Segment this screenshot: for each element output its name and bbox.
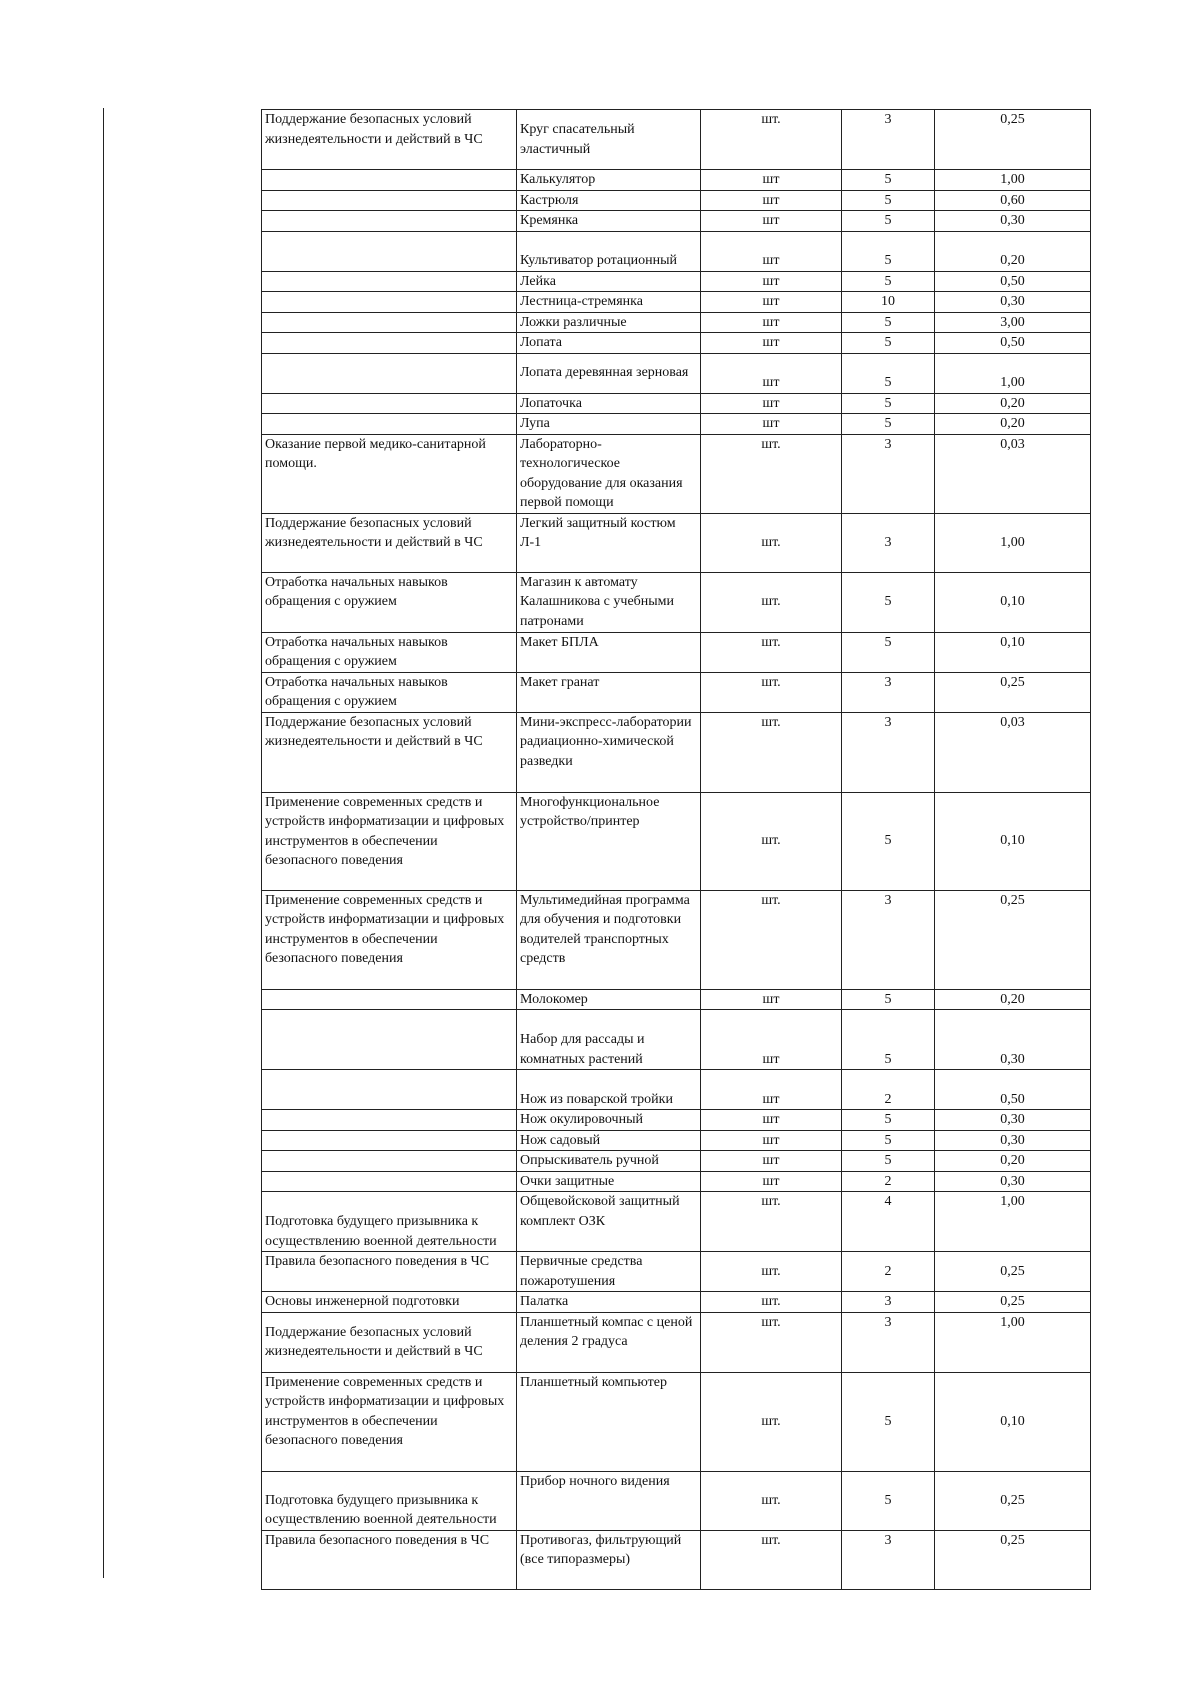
table-row: [262, 1252, 1091, 1292]
section-cell: [262, 989, 517, 1010]
unit-cell: шт.: [701, 672, 842, 712]
unit-cell: шт.: [701, 632, 842, 672]
item-name-cell: Лестница-стремянка: [517, 292, 701, 313]
item-name-cell: Очки защитные: [517, 1171, 701, 1192]
unit-cell: шт: [701, 1070, 842, 1110]
item-name-cell: Нож из поварской тройки: [517, 1070, 701, 1110]
table-row: [262, 414, 1091, 435]
table-row: [262, 1312, 1091, 1372]
quantity-cell: 3: [842, 1530, 935, 1589]
item-name-cell: Лабораторно-технологическое оборудование для оказания первой помощи: [517, 434, 701, 513]
item-name-cell: Нож окулировочный: [517, 1110, 701, 1131]
unit-cell: шт.: [701, 1372, 842, 1471]
quantity-cell: 5: [842, 231, 935, 271]
table-row: [262, 434, 1091, 513]
section-cell: Оказание первой медико-санитарной помощи.: [262, 434, 517, 513]
section-cell: [262, 1110, 517, 1131]
item-name-cell: Культиватор ротационный: [517, 231, 701, 271]
item-name-cell: Противогаз, фильтрующий (все типоразмеры): [517, 1530, 701, 1589]
rate-cell: 0,10: [935, 632, 1091, 672]
quantity-cell: 3: [842, 712, 935, 792]
quantity-cell: 5: [842, 1471, 935, 1530]
quantity-cell: 5: [842, 1151, 935, 1172]
table-row: [262, 1070, 1091, 1110]
item-name-cell: Кастрюля: [517, 190, 701, 211]
quantity-cell: 2: [842, 1171, 935, 1192]
equipment-table: [261, 109, 1091, 1590]
section-cell: Подготовка будущего призывника к осуществлению военной деятельности: [262, 1192, 517, 1252]
rate-cell: 0,20: [935, 989, 1091, 1010]
rate-cell: 0,30: [935, 292, 1091, 313]
table-row: [262, 792, 1091, 890]
rate-cell: 0,20: [935, 393, 1091, 414]
item-name-cell: Лопаточка: [517, 393, 701, 414]
section-cell: Поддержание безопасных условий жизнедеятельности и действий в ЧС: [262, 712, 517, 792]
item-name-cell: Легкий защитный костюм Л-1: [517, 513, 701, 572]
item-name-cell: Многофункциональное устройство/принтер: [517, 792, 701, 890]
unit-cell: шт: [701, 271, 842, 292]
item-name-cell: Макет гранат: [517, 672, 701, 712]
table-row: [262, 890, 1091, 989]
table-row: [262, 572, 1091, 632]
rate-cell: 0,25: [935, 1252, 1091, 1292]
unit-cell: шт.: [701, 513, 842, 572]
rate-cell: 3,00: [935, 312, 1091, 333]
quantity-cell: 3: [842, 890, 935, 989]
table-row: [262, 1171, 1091, 1192]
table-row: [262, 672, 1091, 712]
rate-cell: 0,10: [935, 792, 1091, 890]
quantity-cell: 4: [842, 1192, 935, 1252]
unit-cell: шт: [701, 231, 842, 271]
item-name-cell: Общевойсковой защитный комплект ОЗК: [517, 1192, 701, 1252]
section-cell: Отработка начальных навыков обращения с оружием: [262, 632, 517, 672]
quantity-cell: 2: [842, 1252, 935, 1292]
unit-cell: шт.: [701, 1292, 842, 1313]
unit-cell: шт: [701, 170, 842, 191]
unit-cell: шт.: [701, 712, 842, 792]
rate-cell: 0,25: [935, 110, 1091, 170]
rate-cell: 0,60: [935, 190, 1091, 211]
quantity-cell: 5: [842, 211, 935, 232]
table-row: [262, 1530, 1091, 1589]
rate-cell: 0,03: [935, 712, 1091, 792]
rate-cell: 0,25: [935, 890, 1091, 989]
item-name-cell: Планшетный компас с ценой деления 2 градуса: [517, 1312, 701, 1372]
table-row: [262, 170, 1091, 191]
table-row: [262, 513, 1091, 572]
item-name-cell: Молокомер: [517, 989, 701, 1010]
rate-cell: 0,50: [935, 271, 1091, 292]
table-row: [262, 271, 1091, 292]
rate-cell: 1,00: [935, 170, 1091, 191]
section-cell: Поддержание безопасных условий жизнедеятельности и действий в ЧС: [262, 513, 517, 572]
section-cell: Подготовка будущего призывника к осуществлению военной деятельности: [262, 1471, 517, 1530]
item-name-cell: Нож садовый: [517, 1130, 701, 1151]
item-name-cell: Палатка: [517, 1292, 701, 1313]
table-row: [262, 1292, 1091, 1313]
rate-cell: 0,25: [935, 672, 1091, 712]
item-name-cell: Лейка: [517, 271, 701, 292]
quantity-cell: 5: [842, 1110, 935, 1131]
unit-cell: шт.: [701, 890, 842, 989]
section-cell: [262, 312, 517, 333]
quantity-cell: 5: [842, 353, 935, 393]
rate-cell: 0,30: [935, 1130, 1091, 1151]
page-margin-line: [103, 108, 104, 1578]
table-row: [262, 712, 1091, 792]
item-name-cell: Макет БПЛА: [517, 632, 701, 672]
table-row: [262, 1192, 1091, 1252]
table-row: [262, 292, 1091, 313]
rate-cell: 0,03: [935, 434, 1091, 513]
rate-cell: 0,30: [935, 1110, 1091, 1131]
rate-cell: 0,10: [935, 1372, 1091, 1471]
item-name-cell: Планшетный компьютер: [517, 1372, 701, 1471]
table-row: [262, 312, 1091, 333]
quantity-cell: 5: [842, 190, 935, 211]
table-row: [262, 211, 1091, 232]
section-cell: [262, 292, 517, 313]
table-row: [262, 632, 1091, 672]
unit-cell: шт.: [701, 792, 842, 890]
section-cell: Правила безопасного поведения в ЧС: [262, 1530, 517, 1589]
unit-cell: шт: [701, 211, 842, 232]
table-row: [262, 1130, 1091, 1151]
item-name-cell: Лопата: [517, 333, 701, 354]
rate-cell: 0,30: [935, 211, 1091, 232]
rate-cell: 0,10: [935, 572, 1091, 632]
quantity-cell: 5: [842, 333, 935, 354]
section-cell: Правила безопасного поведения в ЧС: [262, 1252, 517, 1292]
quantity-cell: 5: [842, 1010, 935, 1070]
quantity-cell: 3: [842, 434, 935, 513]
section-cell: Отработка начальных навыков обращения с оружием: [262, 572, 517, 632]
section-cell: [262, 353, 517, 393]
table-row: [262, 1372, 1091, 1471]
quantity-cell: 5: [842, 312, 935, 333]
section-cell: Применение современных средств и устройств информатизации и цифровых инструментов в обеспечении безопасного поведения: [262, 792, 517, 890]
quantity-cell: 3: [842, 672, 935, 712]
quantity-cell: 5: [842, 1372, 935, 1471]
rate-cell: 0,25: [935, 1292, 1091, 1313]
unit-cell: шт: [701, 312, 842, 333]
table-row: [262, 1010, 1091, 1070]
item-name-cell: Мини-экспресс-лаборатории радиационно-химической разведки: [517, 712, 701, 792]
quantity-cell: 5: [842, 989, 935, 1010]
quantity-cell: 5: [842, 414, 935, 435]
unit-cell: шт: [701, 190, 842, 211]
item-name-cell: Ложки различные: [517, 312, 701, 333]
item-name-cell: Первичные средства пожаротушения: [517, 1252, 701, 1292]
quantity-cell: 10: [842, 292, 935, 313]
rate-cell: 1,00: [935, 1192, 1091, 1252]
item-name-cell: Прибор ночного видения: [517, 1471, 701, 1530]
table-row: [262, 110, 1091, 170]
table-row: [262, 989, 1091, 1010]
table-row: [262, 1471, 1091, 1530]
quantity-cell: 5: [842, 170, 935, 191]
item-name-cell: Круг спасательный эластичный: [517, 110, 701, 170]
rate-cell: 1,00: [935, 513, 1091, 572]
equipment-table-body: [262, 110, 1091, 1590]
unit-cell: шт.: [701, 434, 842, 513]
rate-cell: 0,30: [935, 1171, 1091, 1192]
unit-cell: шт: [701, 393, 842, 414]
rate-cell: 1,00: [935, 353, 1091, 393]
section-cell: Поддержание безопасных условий жизнедеятельности и действий в ЧС: [262, 110, 517, 170]
section-cell: [262, 211, 517, 232]
item-name-cell: Лопата деревянная зерновая: [517, 353, 701, 393]
rate-cell: 0,50: [935, 1070, 1091, 1110]
quantity-cell: 3: [842, 110, 935, 170]
unit-cell: шт: [701, 989, 842, 1010]
section-cell: Отработка начальных навыков обращения с оружием: [262, 672, 517, 712]
rate-cell: 0,25: [935, 1530, 1091, 1589]
rate-cell: 0,50: [935, 333, 1091, 354]
unit-cell: шт: [701, 1010, 842, 1070]
section-cell: [262, 231, 517, 271]
section-cell: [262, 1130, 517, 1151]
section-cell: Поддержание безопасных условий жизнедеятельности и действий в ЧС: [262, 1312, 517, 1372]
section-cell: [262, 333, 517, 354]
quantity-cell: 5: [842, 393, 935, 414]
section-cell: [262, 1171, 517, 1192]
rate-cell: 0,20: [935, 231, 1091, 271]
unit-cell: шт.: [701, 1471, 842, 1530]
item-name-cell: Лупа: [517, 414, 701, 435]
unit-cell: шт: [701, 1151, 842, 1172]
section-cell: Основы инженерной подготовки: [262, 1292, 517, 1313]
quantity-cell: 3: [842, 1292, 935, 1313]
quantity-cell: 5: [842, 632, 935, 672]
unit-cell: шт: [701, 333, 842, 354]
item-name-cell: Опрыскиватель ручной: [517, 1151, 701, 1172]
rate-cell: 1,00: [935, 1312, 1091, 1372]
unit-cell: шт.: [701, 1252, 842, 1292]
unit-cell: шт.: [701, 572, 842, 632]
table-row: [262, 231, 1091, 271]
unit-cell: шт.: [701, 1192, 842, 1252]
unit-cell: шт.: [701, 1530, 842, 1589]
section-cell: [262, 190, 517, 211]
table-row: [262, 353, 1091, 393]
table-row: [262, 333, 1091, 354]
unit-cell: шт.: [701, 1312, 842, 1372]
section-cell: [262, 414, 517, 435]
unit-cell: шт: [701, 1110, 842, 1131]
item-name-cell: Кремянка: [517, 211, 701, 232]
quantity-cell: 3: [842, 513, 935, 572]
unit-cell: шт: [701, 414, 842, 435]
unit-cell: шт.: [701, 110, 842, 170]
rate-cell: 0,25: [935, 1471, 1091, 1530]
section-cell: [262, 271, 517, 292]
table-row: [262, 1110, 1091, 1131]
quantity-cell: 5: [842, 271, 935, 292]
section-cell: Применение современных средств и устройств информатизации и цифровых инструментов в обеспечении безопасного поведения: [262, 1372, 517, 1471]
unit-cell: шт: [701, 1171, 842, 1192]
unit-cell: шт: [701, 292, 842, 313]
section-cell: [262, 1070, 517, 1110]
quantity-cell: 2: [842, 1070, 935, 1110]
table-row: [262, 1151, 1091, 1172]
section-cell: [262, 170, 517, 191]
unit-cell: шт: [701, 353, 842, 393]
quantity-cell: 5: [842, 792, 935, 890]
quantity-cell: 3: [842, 1312, 935, 1372]
rate-cell: 0,20: [935, 1151, 1091, 1172]
section-cell: [262, 1010, 517, 1070]
unit-cell: шт: [701, 1130, 842, 1151]
item-name-cell: Набор для рассады и комнатных растений: [517, 1010, 701, 1070]
item-name-cell: Магазин к автомату Калашникова с учебными патронами: [517, 572, 701, 632]
section-cell: [262, 1151, 517, 1172]
rate-cell: 0,20: [935, 414, 1091, 435]
rate-cell: 0,30: [935, 1010, 1091, 1070]
section-cell: [262, 393, 517, 414]
item-name-cell: Мультимедийная программа для обучения и подготовки водителей транспортных средств: [517, 890, 701, 989]
table-row: [262, 393, 1091, 414]
quantity-cell: 5: [842, 1130, 935, 1151]
section-cell: Применение современных средств и устройств информатизации и цифровых инструментов в обеспечении безопасного поведения: [262, 890, 517, 989]
table-row: [262, 190, 1091, 211]
item-name-cell: Калькулятор: [517, 170, 701, 191]
quantity-cell: 5: [842, 572, 935, 632]
